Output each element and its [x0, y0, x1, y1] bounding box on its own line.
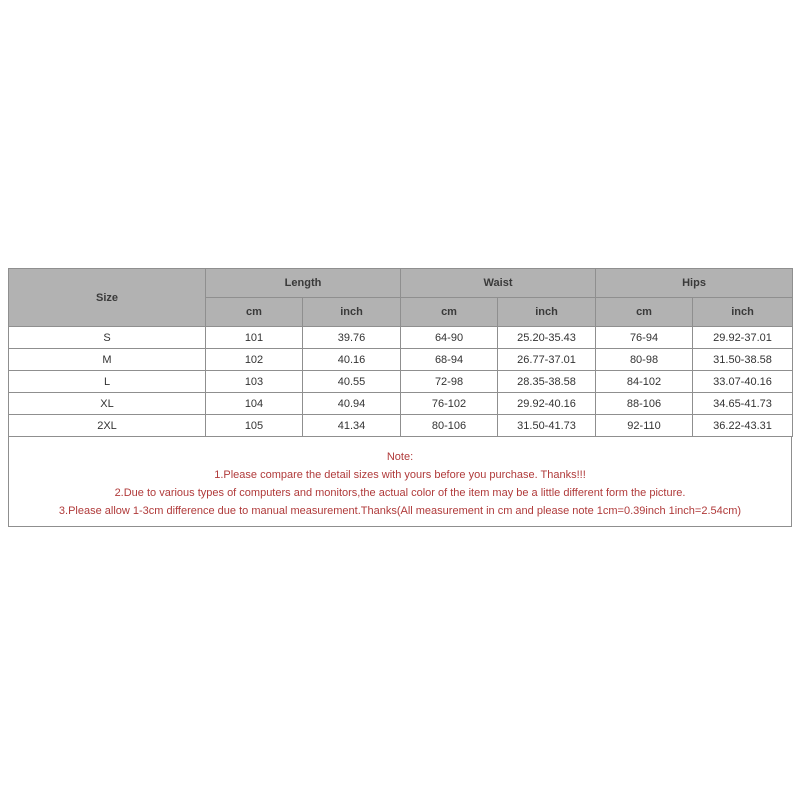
table-cell: 101 [206, 327, 303, 349]
header-group-row [9, 269, 793, 298]
table-row [9, 371, 793, 393]
table-cell: 33.07-40.16 [693, 371, 793, 393]
size-cell: XL [9, 393, 206, 415]
table-row [9, 393, 793, 415]
unit-header-waist-inch: inch [498, 298, 596, 327]
table-cell: 39.76 [303, 327, 401, 349]
table-cell: 40.16 [303, 349, 401, 371]
notes-box [8, 437, 792, 527]
table-cell: 28.35-38.58 [498, 371, 596, 393]
table-cell: 34.65-41.73 [693, 393, 793, 415]
table-row [9, 415, 793, 437]
length-header: Length [206, 269, 401, 298]
unit-header-hips-cm: cm [596, 298, 693, 327]
table-cell: 76-102 [401, 393, 498, 415]
size-table-body [9, 327, 793, 437]
size-cell: M [9, 349, 206, 371]
table-cell: 40.55 [303, 371, 401, 393]
note-line-1: 1.Please compare the detail sizes with yours before you purchase. Thanks!!! [214, 469, 586, 481]
table-cell: 103 [206, 371, 303, 393]
note-line-2: 2.Due to various types of computers and monitors,the actual color of the item may be a little different form the picture. [114, 487, 686, 499]
table-cell: 29.92-37.01 [693, 327, 793, 349]
table-cell: 41.34 [303, 415, 401, 437]
unit-header-length-cm: cm [206, 298, 303, 327]
table-cell: 92-110 [596, 415, 693, 437]
size-cell: 2XL [9, 415, 206, 437]
size-cell: L [9, 371, 206, 393]
table-cell: 64-90 [401, 327, 498, 349]
table-cell: 31.50-41.73 [498, 415, 596, 437]
table-cell: 31.50-38.58 [693, 349, 793, 371]
table-cell: 36.22-43.31 [693, 415, 793, 437]
note-line-3: 3.Please allow 1-3cm difference due to manual measurement.Thanks(All measurement in cm and please note 1cm=0.39inch 1inch=2.54cm) [58, 505, 742, 517]
size-table [8, 268, 793, 437]
size-cell: S [9, 327, 206, 349]
table-row [9, 349, 793, 371]
table-cell: 88-106 [596, 393, 693, 415]
size-header: Size [9, 269, 206, 327]
table-cell: 29.92-40.16 [498, 393, 596, 415]
unit-header-length-inch: inch [303, 298, 401, 327]
table-cell: 25.20-35.43 [498, 327, 596, 349]
table-cell: 104 [206, 393, 303, 415]
unit-header-waist-cm: cm [401, 298, 498, 327]
table-cell: 68-94 [401, 349, 498, 371]
table-cell: 72-98 [401, 371, 498, 393]
note-title: Note: [386, 451, 414, 463]
unit-header-hips-inch: inch [693, 298, 793, 327]
table-cell: 80-98 [596, 349, 693, 371]
table-cell: 102 [206, 349, 303, 371]
waist-header: Waist [401, 269, 596, 298]
table-cell: 26.77-37.01 [498, 349, 596, 371]
table-cell: 105 [206, 415, 303, 437]
table-cell: 84-102 [596, 371, 693, 393]
table-cell: 40.94 [303, 393, 401, 415]
table-cell: 80-106 [401, 415, 498, 437]
table-row [9, 327, 793, 349]
hips-header: Hips [596, 269, 793, 298]
size-chart [8, 268, 792, 527]
table-cell: 76-94 [596, 327, 693, 349]
